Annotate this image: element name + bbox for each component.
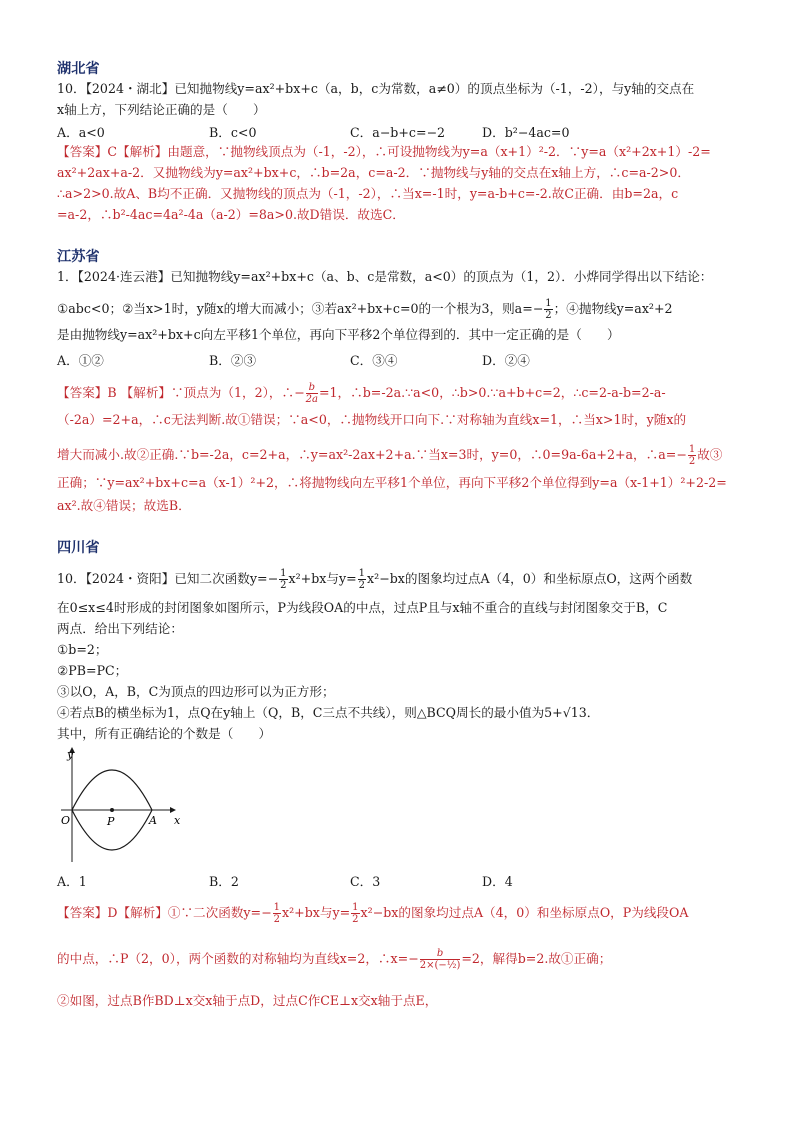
fraction-denominator: 2: [545, 310, 552, 321]
fraction: [273, 902, 281, 925]
point-p: [110, 808, 114, 812]
origin-label: O: [61, 814, 71, 827]
conclusion-3: ③以O，A，B，C为顶点的四边形可以为正方形；: [57, 684, 335, 699]
conclusion-4: ④若点B的横坐标为1，点Q在y轴上（Q，B，C三点不共线），则△BCQ周长的最小值为5+√13．: [57, 705, 600, 720]
p-label: P: [107, 815, 115, 828]
question-prompt: 其中，所有正确结论的个数是（ ）: [57, 726, 272, 741]
a-label: A: [149, 814, 157, 827]
option-c: C．a−b+c=−2: [350, 125, 446, 140]
question-stem: 1．【2024·连云港】已知抛物线y=ax²+bx+c（a、b、c是常数，a<0）的顶点为（1，2）．小烨同学得出以下结论：: [57, 269, 713, 284]
stem-part: ①abc<0；②当x>1时，y随x的增大而减小；③若ax²+bx+c=0的一个根为3，则a=−: [57, 301, 544, 316]
stem-part: x²−bx的图象均过点A（4，0）和坐标原点O，这两个函数: [367, 571, 693, 586]
option-d: D．4: [482, 874, 513, 889]
question-stem: 在0≤x≤4时形成的封闭图象如图所示，P为线段OA的中点，过点P且与x轴不重合的直线与封闭图象交于B，C: [57, 600, 668, 615]
option-a: A．1: [57, 874, 87, 889]
fraction: [544, 298, 552, 321]
fraction: [358, 568, 366, 591]
y-axis-label: y: [67, 748, 74, 761]
answer-part: =2，解得b=2.故①正确；: [461, 951, 612, 966]
fraction-numerator: 1: [273, 902, 281, 913]
fraction-numerator: 1: [358, 568, 366, 579]
fraction-numerator: b: [306, 382, 318, 394]
answer-part: x²−bx的图象均过点A（4，0）和坐标原点O，P为线段OA: [360, 905, 689, 920]
x-axis-label: x: [174, 814, 181, 827]
fraction: [306, 382, 318, 405]
answer-text: ∴a>2>0.故A、B均不正确．又抛物线的顶点为（-1，-2），∴当x=-1时，y=a-b+c=-2.故C正确．由b=2a，c: [57, 186, 679, 201]
answer-text: 【答案】C【解析】由题意，∵抛物线顶点为（-1，-2），∴可设抛物线为y=a（x+1）²-2．∵y=a（x²+2x+1）-2=: [57, 144, 711, 159]
option-a: A．a<0: [57, 125, 105, 140]
fraction: [420, 948, 461, 971]
answer-text: （-2a）=2+a，∴c无法判断.故①错误；∵a<0，∴抛物线开口向下.∵对称轴为直线x=1，∴当x>1时，y随x的: [57, 412, 687, 427]
answer-text: [57, 444, 754, 467]
fraction-numerator: 1: [352, 902, 359, 913]
stem-part: 10．【2024・资阳】已知二次函数y=−: [57, 571, 279, 586]
answer-text: [57, 902, 754, 925]
question-stem: 10．【2024・湖北】已知抛物线y=ax²+bx+c（a，b，c为常数，a≠0）的顶点坐标为（-1，-2），与y轴的交点在: [57, 81, 695, 96]
option-b: B．2: [209, 874, 239, 889]
fraction: [688, 444, 696, 467]
option-c: C．③④: [350, 353, 398, 368]
answer-text: =a-2，∴b²-4ac=4a²-4a（a-2）=8a>0.故D错误．故选C．: [57, 207, 405, 222]
stem-part: x²+bx与y=: [288, 571, 357, 586]
option-b: B．②③: [209, 353, 257, 368]
answer-part: 【答案】D【解析】①∵二次函数y=−: [57, 905, 272, 920]
question-stem: 两点．给出下列结论：: [57, 621, 183, 636]
province-heading: 湖北省: [57, 61, 100, 77]
answer-part: 故③: [697, 447, 723, 462]
fraction-denominator: 2a: [305, 394, 318, 405]
conclusion-1: ①b=2；: [57, 642, 108, 657]
answer-text: [57, 382, 754, 405]
fraction-denominator: 2×(−½): [419, 960, 461, 971]
option-c: C．3: [350, 874, 381, 889]
answer-part: 增大而减小.故②正确.∵b=-2a，c=2+a，∴y=ax²-2ax+2+a.∵当x=3时，y=0，∴0=9a-6a+2+a，∴a=−: [57, 447, 687, 462]
answer-text: 正确；∵y=ax²+bx+c=a（x-1）²+2，∴将抛物线向左平移1个单位，再向下平移2个单位得到y=a（x-1+1）²+2-2=: [57, 475, 727, 490]
question-stem: 是由抛物线y=ax²+bx+c向左平移1个单位，再向下平移2个单位得到的．其中一定正确的是（ ）: [57, 327, 620, 342]
fraction-denominator: 2: [688, 456, 696, 467]
answer-text: ax²+2ax+a-2．又抛物线为y=ax²+bx+c，∴b=2a，c=a-2．∵抛物线与y轴的交点在x轴上方，∴c=a-2>0．: [57, 165, 690, 180]
parabola-figure: [57, 744, 197, 864]
answer-part: 【答案】B 【解析】∵顶点为（1，2），∴−: [57, 385, 305, 400]
answer-part: =1，∴b=-2a.∵a<0，∴b>0.∵a+b+c=2，∴c=2-a-b=2-a-: [318, 385, 666, 400]
fraction-numerator: 1: [280, 568, 287, 579]
option-d: D．②④: [482, 353, 530, 368]
option-b: B．c<0: [209, 125, 257, 140]
fraction-denominator: 2: [358, 580, 366, 591]
answer-part: 的中点，∴P（2，0），两个函数的对称轴均为直线x=2，∴x=−: [57, 951, 419, 966]
answer-text: [57, 948, 754, 971]
question-stem: x轴上方，下列结论正确的是（ ）: [57, 102, 266, 117]
fraction-numerator: 1: [545, 298, 552, 309]
option-a: A．①②: [57, 353, 104, 368]
answer-part: x²+bx与y=: [282, 905, 351, 920]
question-stem: [57, 568, 754, 591]
conclusion-2: ②PB=PC；: [57, 663, 128, 678]
option-d: D．b²−4ac=0: [482, 125, 570, 140]
question-stem: [57, 298, 754, 321]
fraction-denominator: 2: [273, 914, 281, 925]
answer-text: ax².故④错误；故选B．: [57, 498, 191, 513]
upper-parabola: [72, 770, 152, 810]
fraction: [351, 902, 359, 925]
fraction: [279, 568, 287, 591]
stem-part: ；④抛物线y=ax²+2: [553, 301, 673, 316]
fraction-numerator: 1: [688, 444, 696, 455]
fraction-denominator: 2: [352, 914, 359, 925]
province-heading: 江苏省: [57, 249, 100, 265]
answer-text: ②如图，过点B作BD⊥x交x轴于点D，过点C作CE⊥x交x轴于点E，: [57, 993, 438, 1008]
province-heading: 四川省: [57, 540, 100, 556]
fraction-denominator: 2: [280, 580, 287, 591]
fraction-numerator: b: [420, 948, 461, 960]
